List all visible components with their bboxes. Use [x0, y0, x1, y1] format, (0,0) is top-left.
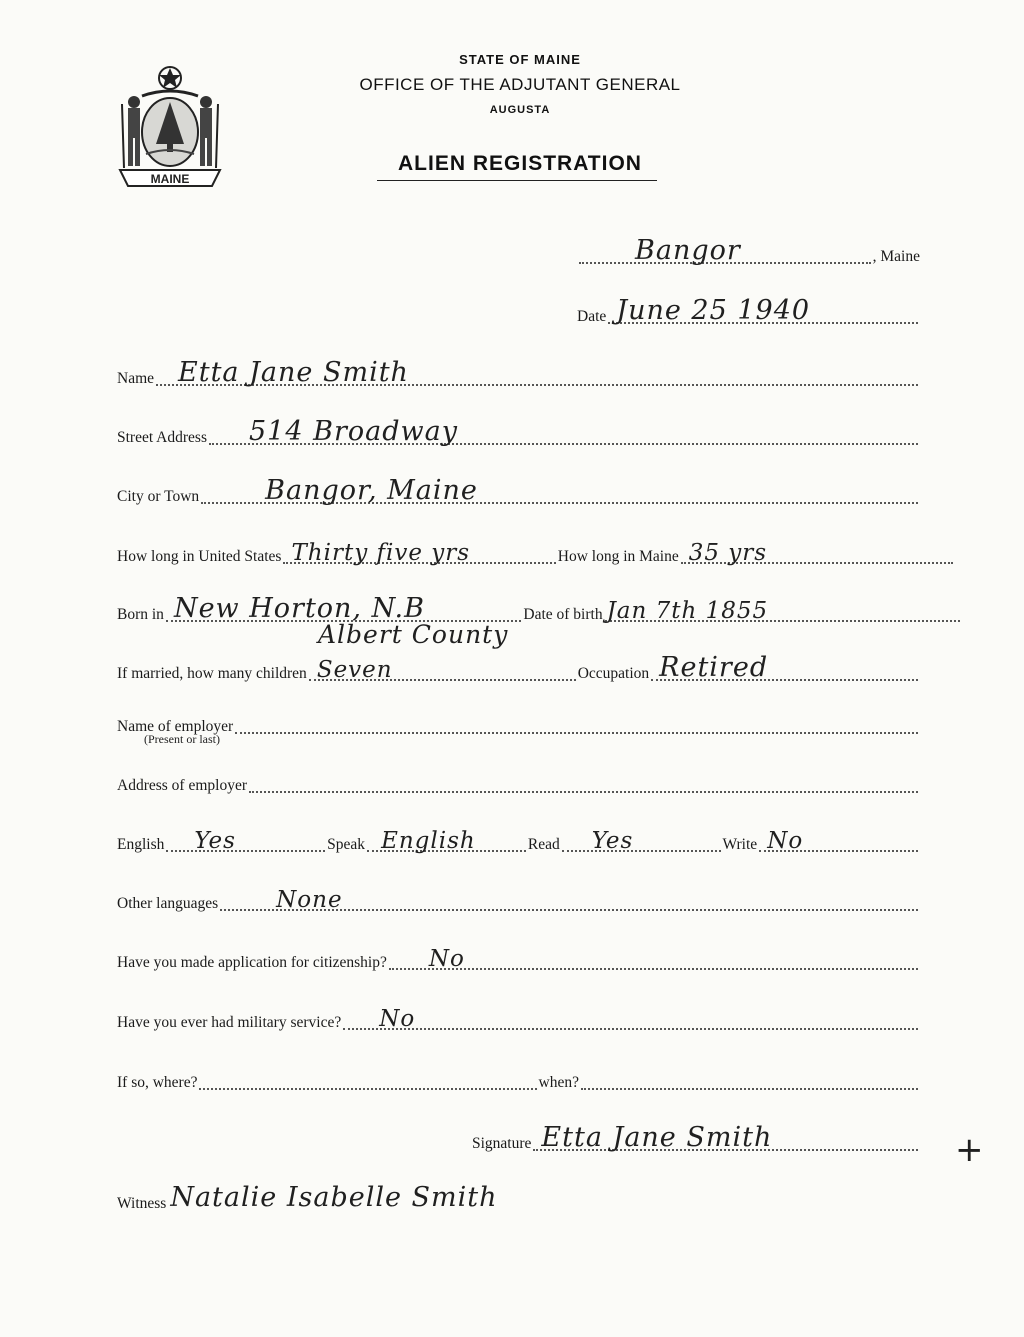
employer-row	[117, 710, 920, 738]
street-field[interactable]	[209, 415, 918, 445]
speak-field[interactable]	[367, 822, 526, 852]
signature-value: Etta Jane Smith	[541, 1122, 773, 1153]
where-field[interactable]	[199, 1060, 536, 1090]
how-long-maine-label: How long in Maine	[557, 548, 679, 565]
city-value: Bangor, Maine	[265, 475, 478, 506]
witness-row	[117, 1182, 677, 1215]
occupation-field[interactable]	[651, 651, 918, 681]
military-row	[117, 1006, 920, 1034]
military-label: Have you ever had military service?	[117, 1014, 342, 1031]
maine-state-seal-icon	[112, 64, 228, 196]
children-field[interactable]	[309, 651, 576, 681]
english-value: Yes	[194, 828, 236, 854]
city-heading: AUGUSTA	[489, 104, 551, 116]
date-field[interactable]	[608, 294, 918, 324]
write-value: No	[767, 828, 804, 854]
where-label: If so, where?	[117, 1074, 198, 1091]
english-row	[117, 828, 920, 856]
place-field[interactable]	[579, 234, 871, 264]
birth-row	[117, 593, 962, 626]
citizenship-value: No	[428, 946, 465, 972]
signature-mark: +	[955, 1130, 984, 1170]
when-field[interactable]	[581, 1060, 918, 1090]
children-label: If married, how many children	[117, 665, 307, 682]
maine-label: , Maine	[872, 248, 920, 265]
residency-row	[117, 540, 955, 568]
office-heading: OFFICE OF THE ADJUTANT GENERAL	[359, 75, 681, 94]
signature-row	[472, 1122, 920, 1155]
born-in-value: New Horton, N.B	[173, 593, 425, 624]
witness-value: Natalie Isabelle Smith	[170, 1182, 498, 1213]
employer-field[interactable]	[235, 704, 918, 734]
other-languages-value: None	[276, 887, 343, 913]
employer-address-row	[117, 769, 920, 797]
date-of-birth-field[interactable]	[605, 592, 960, 622]
date-value: June 25 1940	[616, 295, 811, 326]
born-in-label: Born in	[117, 606, 164, 623]
name-value: Etta Jane Smith	[178, 357, 409, 388]
form-title: ALIEN REGISTRATION	[398, 152, 642, 175]
citizenship-field[interactable]	[389, 940, 918, 970]
city-field[interactable]	[201, 474, 918, 504]
witness-label: Witness	[117, 1195, 167, 1212]
read-field[interactable]	[562, 822, 721, 852]
english-field[interactable]	[166, 822, 325, 852]
how-long-maine-value: 35 yrs	[688, 540, 768, 566]
seal-banner-text: MAINE	[150, 172, 190, 186]
street-value: 514 Broadway	[248, 416, 458, 447]
other-languages-label: Other languages	[117, 895, 219, 912]
other-languages-row	[117, 887, 920, 915]
date-label: Date	[577, 308, 607, 325]
citizenship-row	[117, 946, 920, 974]
employer-label: Name of employer	[117, 718, 234, 735]
date-row	[577, 295, 920, 328]
place-row	[577, 235, 920, 268]
signature-field[interactable]	[533, 1121, 918, 1151]
english-label: English	[117, 836, 165, 853]
speak-label: Speak	[327, 836, 366, 853]
how-long-maine-field[interactable]	[681, 534, 953, 564]
employer-address-field[interactable]	[249, 763, 918, 793]
other-languages-field[interactable]	[220, 881, 918, 911]
how-long-us-label: How long in United States	[117, 548, 282, 565]
write-field[interactable]	[759, 822, 918, 852]
read-value: Yes	[591, 828, 634, 854]
born-in-county-value: Albert County	[318, 620, 509, 649]
family-row	[117, 652, 920, 685]
street-row	[117, 416, 920, 449]
when-label: when?	[538, 1074, 579, 1091]
children-value: Seven	[316, 657, 393, 683]
military-value: No	[379, 1006, 416, 1032]
born-in-field[interactable]	[166, 592, 521, 622]
occupation-label: Occupation	[577, 665, 650, 682]
read-label: Read	[527, 836, 560, 853]
name-label: Name	[117, 370, 155, 387]
employer-note: (Present or last)	[144, 732, 220, 746]
date-of-birth-label: Date of birth	[523, 606, 603, 623]
service-details-row	[117, 1066, 920, 1094]
city-row	[117, 475, 920, 508]
street-label: Street Address	[117, 429, 207, 446]
citizenship-label: Have you made application for citizenship?	[117, 954, 387, 971]
speak-value: English	[381, 828, 476, 854]
military-field[interactable]	[343, 1000, 918, 1030]
occupation-value: Retired	[659, 652, 769, 683]
place-value: Bangor	[635, 235, 741, 266]
how-long-us-value: Thirty five yrs	[291, 540, 471, 566]
title-underline	[377, 180, 657, 181]
name-field[interactable]	[156, 356, 918, 386]
employer-address-label: Address of employer	[117, 777, 247, 794]
signature-label: Signature	[472, 1135, 532, 1152]
how-long-us-field[interactable]	[283, 534, 555, 564]
witness-field[interactable]	[168, 1181, 675, 1211]
date-of-birth-value: Jan 7th 1855	[606, 598, 769, 624]
write-label: Write	[722, 836, 758, 853]
city-label: City or Town	[117, 488, 200, 505]
state-heading: STATE OF MAINE	[459, 52, 581, 67]
name-row	[117, 357, 920, 390]
